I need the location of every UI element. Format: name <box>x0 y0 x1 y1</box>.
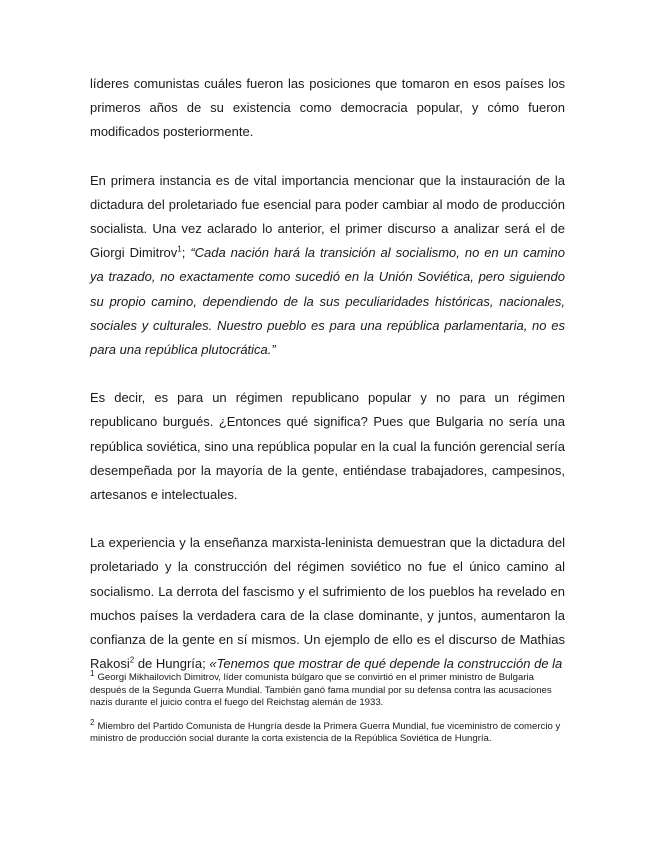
paragraph-4 <box>90 531 565 676</box>
paragraph-1 <box>90 72 565 145</box>
document-body <box>90 72 565 700</box>
footnote-ref-2[interactable]: 2 <box>129 655 135 665</box>
footnote-number: 1 <box>90 668 95 678</box>
footnote-text: Miembro del Partido Comunista de Hungría desde la Primera Guerra Mundial, fue viceministro de comercio y ministro de producción social durante la corta existencia de la República Soviética de Hungría. <box>90 720 561 745</box>
footnote-text: Georgi Mikhailovich Dimitrov, líder comunista búlgaro que se convirtió en el primer ministro de Bulgaria después de la Segunda Guerra Mundial. También ganó fama mundial por su defensa contra las acusaciones nazis durante el juicio contra el fuego del Reichstag alemán de 1933. <box>90 672 552 709</box>
paragraph-3 <box>90 386 565 507</box>
quote-dimitrov: “Cada nación hará la transición al socialismo, no en un camino ya trazado, no exactamente como sucedió en la Unión Soviética, pero siguiendo su propio camino, dependiendo de la sus peculiaridades históricas, nacionales, sociales y culturales. Nuestro pueblo es para una república parlamentaria, no es para una república plutocrática.” <box>90 245 565 358</box>
footnote-number: 2 <box>90 717 95 727</box>
footnote-1 <box>90 668 565 710</box>
paragraph-text: ; <box>181 245 191 261</box>
footnote-ref-1[interactable]: 1 <box>177 244 182 254</box>
footnote-2 <box>90 717 565 746</box>
paragraph-text: Es decir, es para un régimen republicano popular y no para un régimen republicano burgués. ¿Entonces qué significa? Pues que Bulgaria no sería una república soviética, sino una república popular en la cual la función gerencial sería desempeñada por la mayoría de la gente, entiéndase trabajadores, campesinos, artesanos e intelectuales. <box>90 390 565 503</box>
paragraph-text: En primera instancia es de vital importancia mencionar que la instauración de la dictadura del proletariado fue esencial para poder cambiar al modo de producción socialista. Una vez aclarado lo anterior, el primer discurso a analizar será el de Giorgi Dimitrov <box>90 172 565 261</box>
paragraph-text: líderes comunistas cuáles fueron las posiciones que tomaron en esos países los primeros años de su existencia como democracia popular, y cómo fueron modificados posteriormente. <box>90 76 565 140</box>
paragraph-text: de Hungría; <box>134 656 210 672</box>
paragraph-text: La experiencia y la enseñanza marxista-leninista demuestran que la dictadura del proletariado y la construcción del régimen soviético no fue el único camino al socialismo. La derrota del fascismo y el sufrimiento de los pueblos ha revelado en muchos países la verdadera cara de la clase dominante, y juntos, aumentaron la confianza de la gente en sí mismos. Un ejemplo de ello es el discurso de Mathias Rakosi <box>90 535 565 672</box>
paragraph-2 <box>90 169 565 363</box>
footnotes <box>90 668 565 757</box>
quote-rakosi: «Tenemos que mostrar de qué depende la construcción de la <box>209 656 563 672</box>
